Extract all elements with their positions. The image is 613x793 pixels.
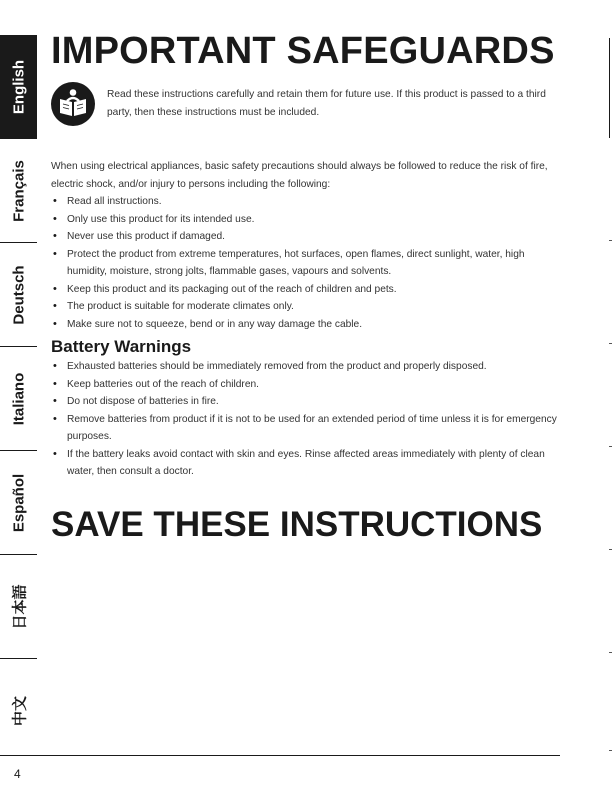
edge-tick [609, 652, 612, 653]
lang-tab-label: Italiano [10, 372, 27, 425]
language-tabs [0, 35, 37, 763]
edge-tick [609, 240, 612, 241]
lang-tab-espanol[interactable] [0, 451, 37, 555]
lang-tab-francais[interactable] [0, 139, 37, 243]
lang-tab-chinese[interactable] [0, 659, 37, 763]
list-item: • If the battery leaks avoid contact with skin and eyes. Rinse affected areas immediately with plenty of clean water, then consult a doctor. [51, 446, 563, 481]
lang-tab-english[interactable] [0, 35, 37, 139]
list-item: • Make sure not to squeeze, bend or in any way damage the cable. [51, 316, 563, 334]
list-item: • Do not dispose of batteries in fire. [51, 393, 563, 411]
intro-block [51, 80, 563, 138]
list-item: • Never use this product if damaged. [51, 228, 563, 246]
edge-tick [609, 343, 612, 344]
lang-tab-label: Français [10, 159, 27, 222]
page-number: 4 [14, 767, 21, 781]
intro-text: Read these instructions carefully and retain them for future use. If this product is passed to a third party, then these instructions must be included. [107, 89, 546, 118]
edge-tick [609, 750, 612, 751]
lang-tab-italiano[interactable] [0, 347, 37, 451]
edge-tick [609, 446, 612, 447]
battery-warnings-heading: Battery Warnings [51, 337, 192, 356]
list-item: • Exhausted batteries should be immediately removed from the product and properly disposed. [51, 358, 563, 376]
list-item: • Remove batteries from product if it is not to be used for an extended period of time unless it is for emergency purposes. [51, 411, 563, 446]
list-item: • The product is suitable for moderate climates only. [51, 298, 563, 316]
list-item: • Only use this product for its intended use. [51, 211, 563, 229]
list-item: • Read all instructions. [51, 193, 563, 211]
lang-tab-label: English [10, 59, 27, 115]
safety-intro-text: When using electrical appliances, basic safety precautions should always be followed to reduce the risk of fire, electric shock, and/or injury to persons including the following: [51, 161, 548, 190]
read-manual-icon [51, 82, 95, 126]
page-content [51, 30, 563, 545]
list-item: • Protect the product from extreme temperatures, hot surfaces, open flames, direct sunlight, water, high humidity, moisture, strong jolts, flammable gases, vapours and solvents. [51, 246, 563, 281]
lang-tab-label: 中文 [11, 695, 28, 727]
lang-tab-deutsch[interactable] [0, 243, 37, 347]
edge-tick [609, 549, 612, 550]
lang-tab-label: Deutsch [10, 264, 27, 325]
footer-divider [0, 755, 560, 756]
list-item: • Keep batteries out of the reach of children. [51, 376, 563, 394]
list-item: • Keep this product and its packaging out of the reach of children and pets. [51, 281, 563, 299]
right-edge-mark [609, 38, 610, 138]
lang-tab-label: Español [10, 473, 27, 532]
battery-list [51, 358, 563, 481]
lang-tab-japanese[interactable] [0, 555, 37, 659]
save-instructions-heading: SAVE THESE INSTRUCTIONS [51, 504, 543, 544]
safety-list [51, 193, 563, 333]
page-title: IMPORTANT SAFEGUARDS [51, 30, 555, 72]
lang-tab-label: 日本語 [11, 583, 28, 630]
